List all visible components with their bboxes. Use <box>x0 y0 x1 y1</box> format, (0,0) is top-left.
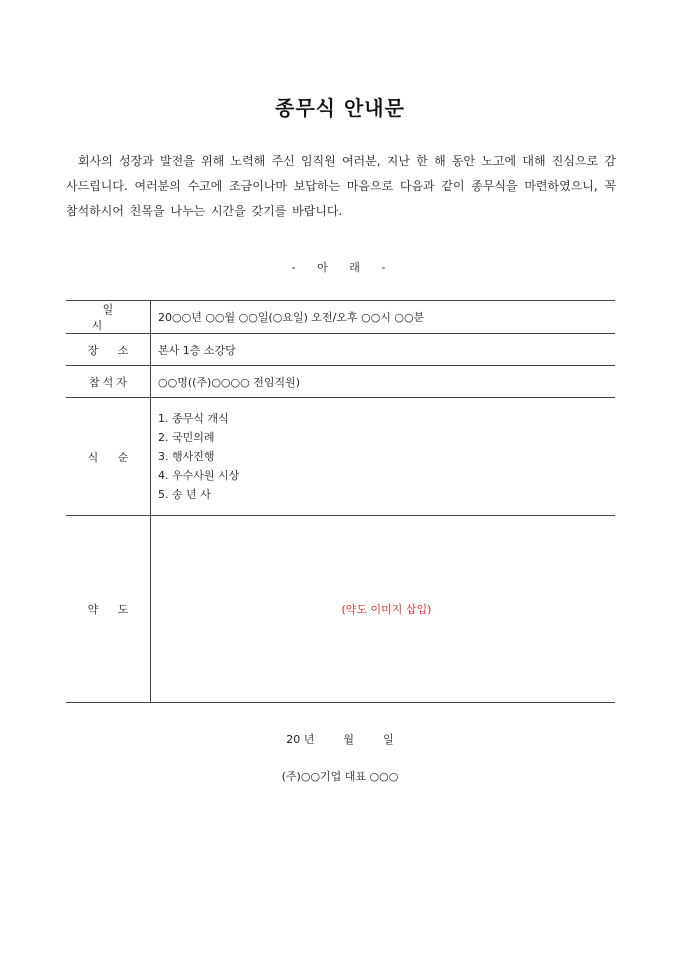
list-item: 5. 송 년 사 <box>158 488 211 501</box>
time-label-cell <box>66 301 151 334</box>
list-item: 2. 국민의례 <box>158 431 215 444</box>
intro-paragraph: 회사의 성장과 발전을 위해 노력해 주신 임직원 여러분, 지난 한 해 동안 노고에 대해 진심으로 감사드립니다. 여러분의 수고에 조금이나마 보답하는 마음으로 다음과 같이 종무식을 마련하였으니, 꼭 참석하시어 친목을 나누는 시간을 갖기를 바랍니다. <box>66 154 616 218</box>
order-value-cell <box>151 398 616 516</box>
table-row-map <box>66 516 615 703</box>
table-row-attendees <box>66 366 615 398</box>
attendees-value: ○○명((주)○○○○ 전임직원) <box>151 366 616 398</box>
place-label: 장 소 <box>66 334 151 366</box>
map-image-placeholder: (약도 이미지 삽입) <box>151 516 616 703</box>
date-month-unit: 월 <box>343 733 355 746</box>
table-row-order <box>66 398 615 516</box>
date-year-unit: 년 <box>303 733 315 746</box>
list-item: 4. 우수사원 시상 <box>158 469 240 482</box>
order-label: 식 순 <box>66 398 151 516</box>
attendees-label-cell <box>66 366 151 398</box>
signer: (주)○○기업 대표 ○○○ <box>281 770 399 783</box>
order-list <box>158 409 615 504</box>
time-label: 일시 <box>91 303 136 332</box>
document-date <box>0 731 680 747</box>
page-title: 종무식 안내문 <box>275 96 405 120</box>
attendees-label: 참석자 <box>89 375 130 389</box>
table-row-place <box>66 334 615 366</box>
date-day-unit: 일 <box>383 733 394 746</box>
event-info-table <box>66 300 615 703</box>
list-item: 1. 종무식 개식 <box>158 412 229 425</box>
map-label: 약 도 <box>66 516 151 703</box>
below-marker: - 아 래 - <box>291 261 389 274</box>
date-year: 20 <box>286 733 301 746</box>
list-item: 3. 행사진행 <box>158 450 215 463</box>
table-row-time <box>66 301 615 334</box>
place-value: 본사 1층 소강당 <box>151 334 616 366</box>
time-value: 20○○년 ○○월 ○○일(○요일) 오전/오후 ○○시 ○○분 <box>151 301 616 334</box>
